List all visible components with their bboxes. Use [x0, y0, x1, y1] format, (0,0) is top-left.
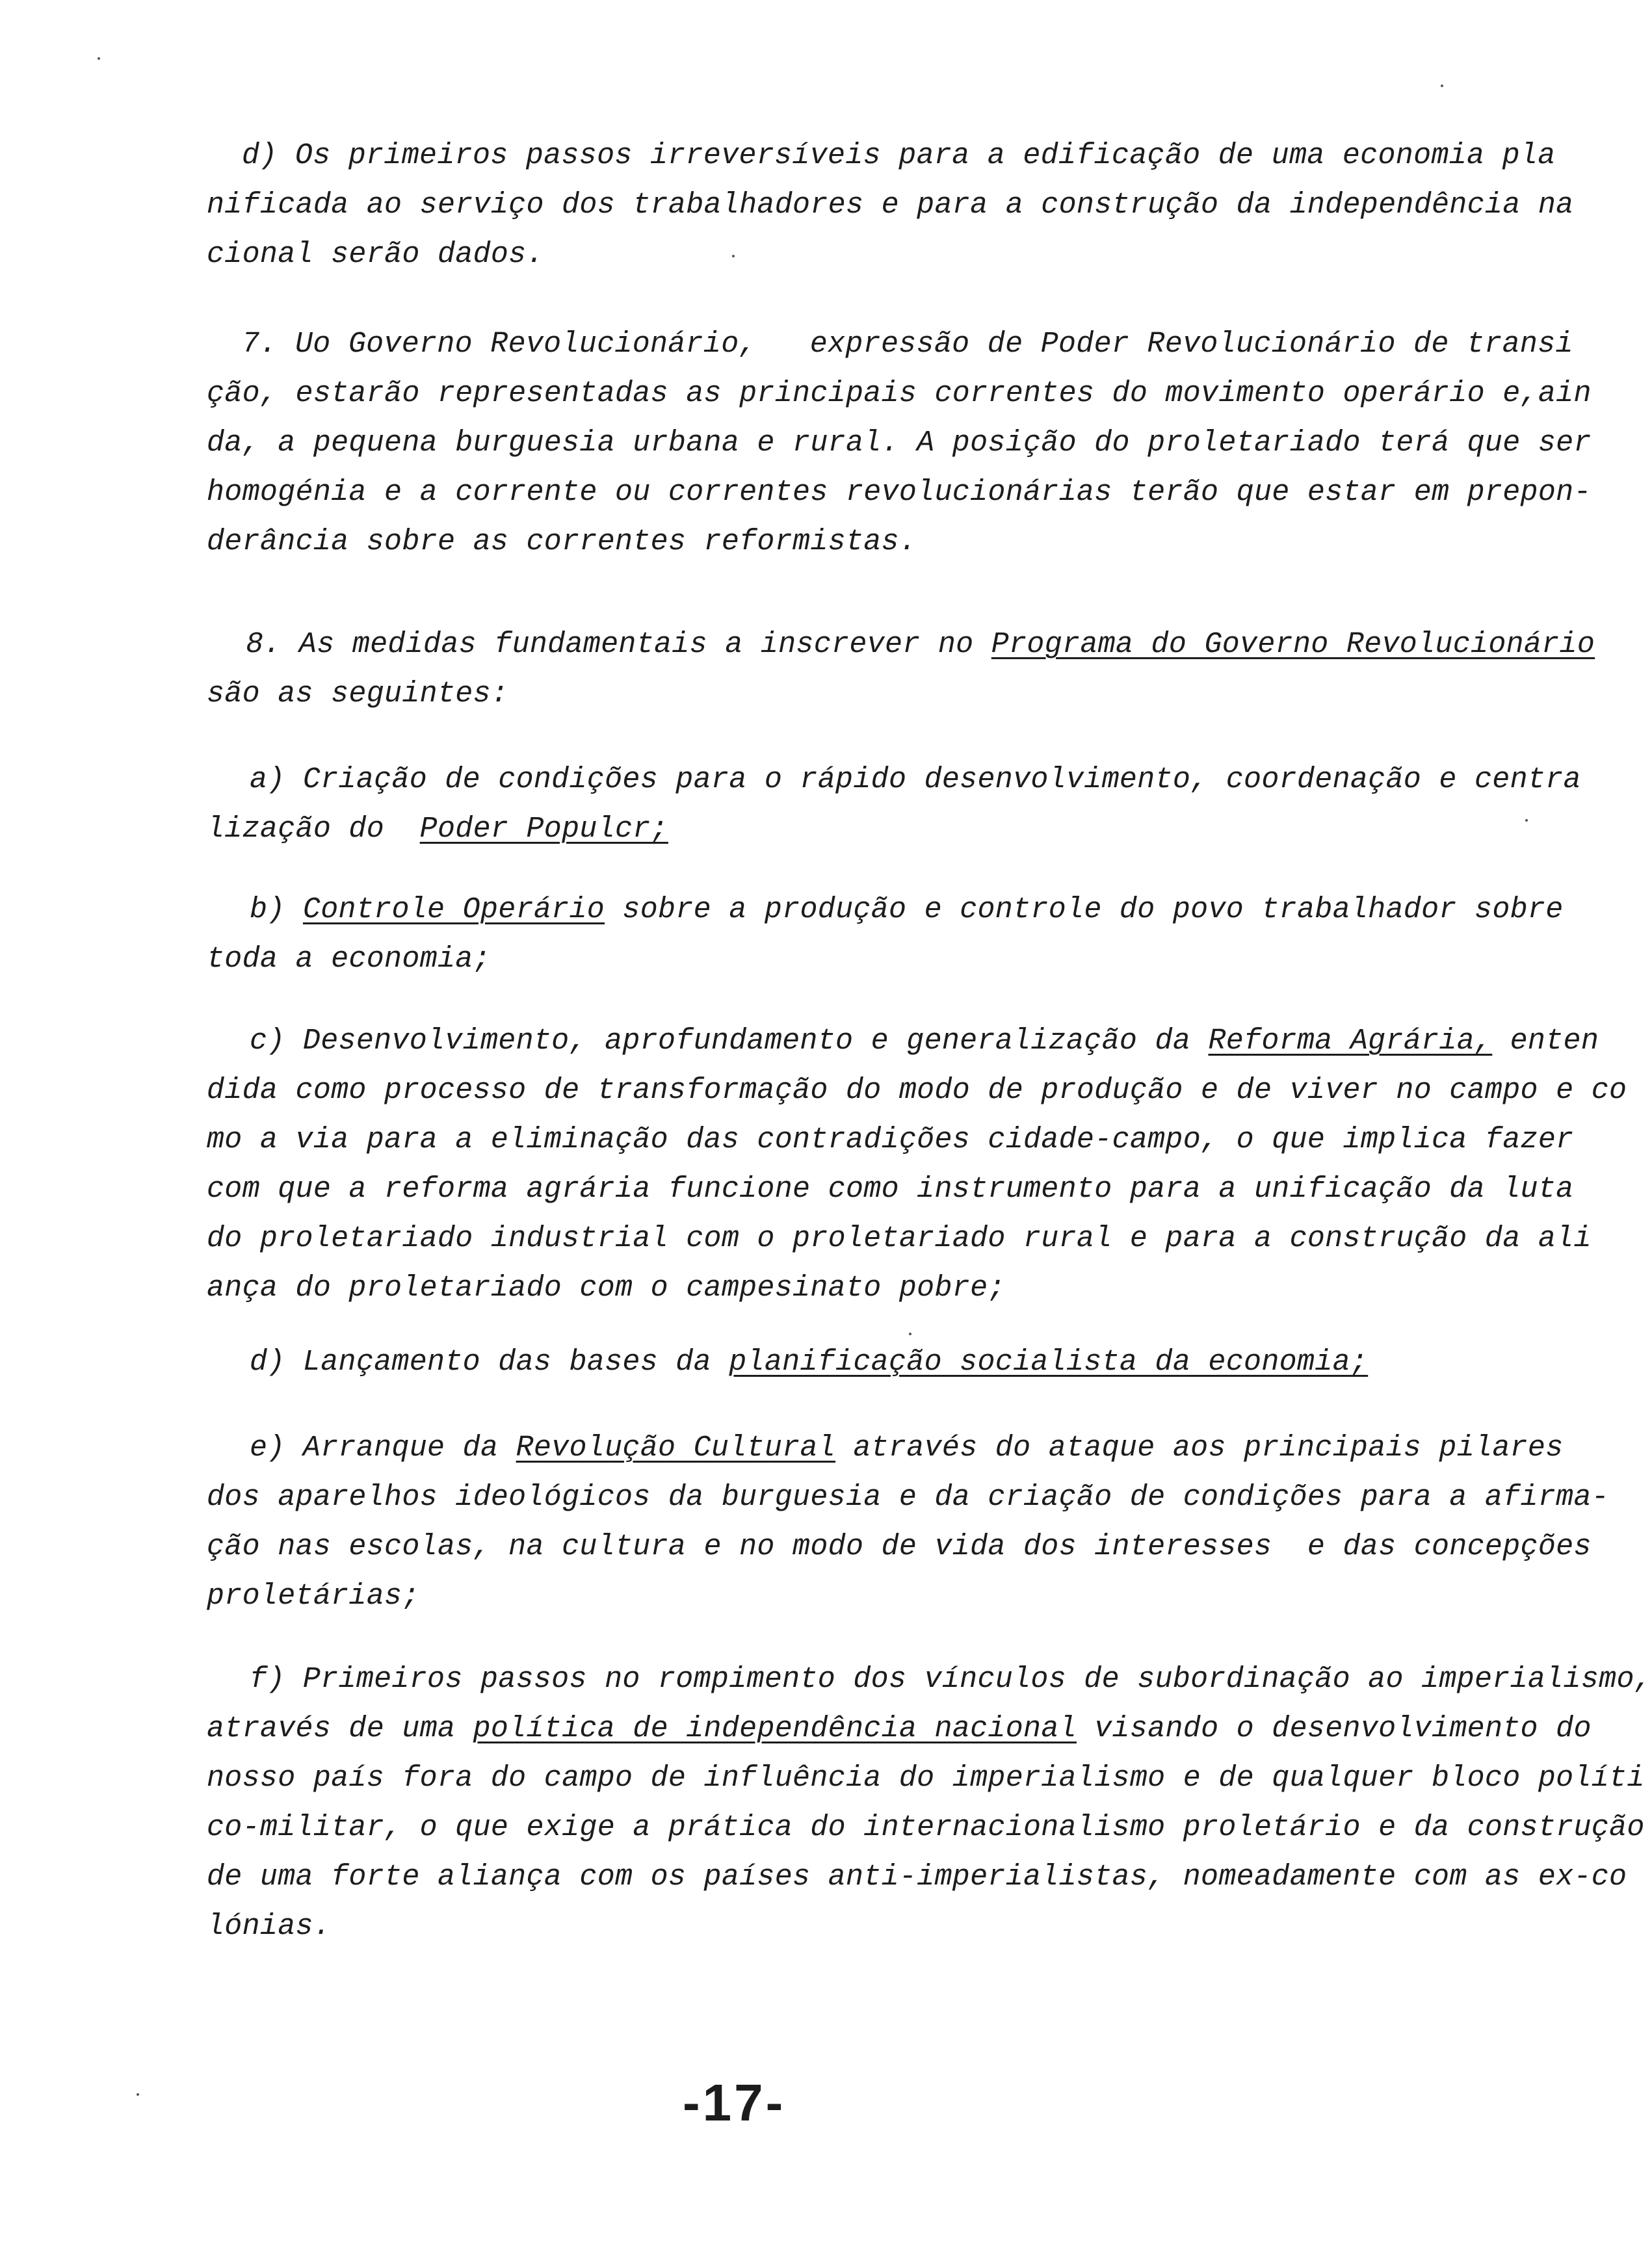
item-f-line-5: de uma forte aliança com os países anti-imperialistas, nomeadamente com as ex-co	[207, 1860, 1627, 1894]
para-7-line-4: homogénia e a corrente ou correntes revolucionárias terão que estar em prepon-	[207, 476, 1592, 509]
item-b-suffix: sobre a produção e controle do povo trabalhador sobre	[605, 893, 1564, 926]
scan-speck	[137, 2093, 139, 2096]
scan-speck	[1441, 85, 1443, 87]
program-title-underlined: Programa do Governo Revolucionário	[991, 628, 1595, 661]
item-c-line-1	[250, 1023, 1599, 1060]
item-a-text: lização do	[207, 813, 420, 846]
item-f-line-3: nosso país fora do campo de influência do imperialismo e de qualquer bloco políti	[207, 1762, 1645, 1795]
item-e-line-4: proletárias;	[207, 1580, 420, 1613]
item-f-line-2	[207, 1711, 1592, 1747]
item-f-prefix: através de uma	[207, 1712, 473, 1745]
para-8-line-2: são as seguintes:	[207, 677, 509, 711]
item-e-prefix: e) Arranque da	[250, 1431, 516, 1465]
para-d-line-3: cional serão dados.	[207, 238, 544, 271]
para-8-line-1	[246, 627, 1595, 663]
scan-speck	[909, 1333, 911, 1335]
para-7-line-1: 7. Uo Governo Revolucionário, expressão de Poder Revolucionário de transi	[242, 328, 1573, 361]
scan-speck	[98, 57, 100, 60]
item-a-line-1: a) Criação de condições para o rápido desenvolvimento, coordenação e centra	[250, 763, 1581, 796]
item-f-line-1: f) Primeiros passos no rompimento dos vínculos de subordinação ao imperialismo,	[250, 1663, 1652, 1696]
item-c-line-6: ança do proletariado com o campesinato pobre;	[207, 1272, 1006, 1305]
revolucao-cultural-underlined: Revolução Cultural	[516, 1431, 836, 1465]
item-b-line-1	[250, 892, 1564, 928]
item-b-line-2: toda a economia;	[207, 943, 491, 976]
item-c-line-4: com que a reforma agrária funcione como instrumento para a unificação da luta	[207, 1173, 1574, 1206]
item-e-line-1	[250, 1430, 1564, 1467]
politica-independencia-underlined: política de independência nacional	[473, 1712, 1077, 1745]
scan-speck	[1525, 819, 1528, 822]
para-7-line-2: ção, estarão representadas as principais correntes do movimento operário e,ain	[207, 377, 1592, 410]
item-a-line-2	[207, 811, 668, 848]
item-d-line-1	[250, 1344, 1368, 1381]
item-b-prefix: b)	[250, 893, 303, 926]
item-e-line-2: dos aparelhos ideológicos da burguesia e da criação de condições para a afirma-	[207, 1481, 1610, 1514]
para-7-line-3: da, a pequena burguesia urbana e rural. A posição do proletariado terá que ser	[207, 426, 1592, 460]
page-number: -17-	[683, 2074, 786, 2132]
para-d-line-1: d) Os primeiros passos irreversíveis para a edificação de uma economia pla	[242, 139, 1556, 172]
item-c-line-2: dida como processo de transformação do modo de produção e de viver no campo e co	[207, 1074, 1627, 1107]
scan-speck	[732, 255, 735, 257]
item-e-line-3: ção nas escolas, na cultura e no modo de vida dos interesses e das concepções	[207, 1530, 1592, 1563]
planificacao-underlined: planificação socialista da economia;	[729, 1346, 1369, 1379]
item-f-suffix: visando o desenvolvimento do	[1076, 1712, 1592, 1745]
item-c-suffix: enten	[1492, 1024, 1599, 1058]
para-8-text: 8. As medidas fundamentais a inscrever no	[246, 628, 991, 661]
para-d-line-2: nificada ao serviço dos trabalhadores e para a construção da independência na	[207, 189, 1574, 222]
item-e-suffix: através do ataque aos principais pilares	[835, 1431, 1564, 1465]
poder-popular-underlined: Poder Populcr;	[419, 813, 668, 846]
item-c-line-3: mo a via para a eliminação das contradições cidade-campo, o que implica fazer	[207, 1123, 1574, 1156]
item-c-prefix: c) Desenvolvimento, aprofundamento e generalização da	[250, 1024, 1209, 1058]
item-d-prefix: d) Lançamento das bases da	[250, 1346, 729, 1379]
item-c-line-5: do proletariado industrial com o proletariado rural e para a construção da ali	[207, 1222, 1592, 1255]
controle-operario-underlined: Controle Operário	[302, 893, 605, 926]
item-f-line-6: lónias.	[207, 1910, 332, 1943]
para-7-line-5: derância sobre as correntes reformistas.	[207, 525, 917, 558]
reforma-agraria-underlined: Reforma Agrária,	[1208, 1024, 1493, 1058]
item-f-line-4: co-militar, o que exige a prática do internacionalismo proletário e da construção	[207, 1811, 1645, 1844]
